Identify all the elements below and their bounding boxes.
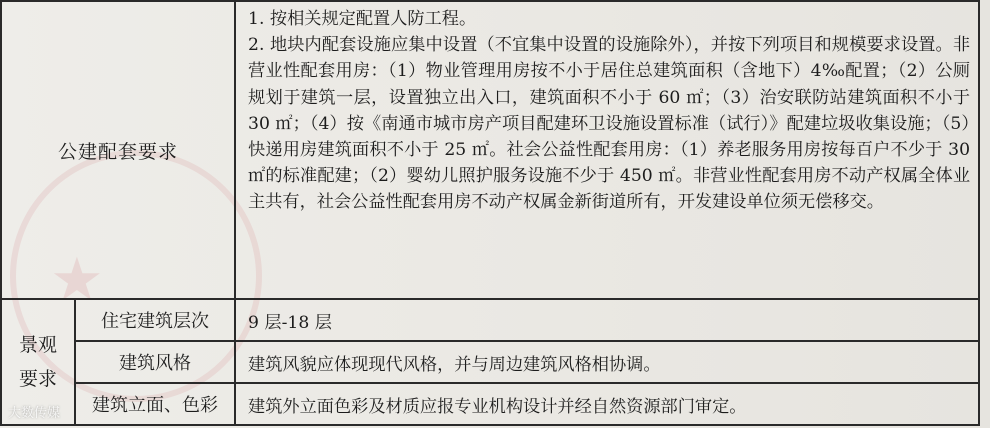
row-label-style: 建筑风格: [75, 341, 235, 383]
landscape-row-style: [1, 341, 979, 383]
row-label-facade: 建筑立面、色彩: [75, 383, 235, 425]
requirement-item-1: 1. 按相关规定配置人防工程。: [248, 9, 477, 29]
row-value-floors: 9 层-18 层: [235, 299, 979, 341]
public-facilities-row: [1, 1, 979, 299]
public-facilities-label: 公建配套要求: [1, 1, 235, 299]
public-facilities-content: [235, 1, 979, 299]
landscape-group-label-line2: 要求: [18, 368, 57, 390]
landscape-row-floors: [1, 299, 979, 341]
source-watermark: 大数传媒: [8, 406, 61, 421]
row-value-style: 建筑风貌应体现现代风格，并与周边建筑风格相协调。: [235, 341, 979, 383]
landscape-group-label-line1: 景观: [18, 334, 57, 356]
requirement-item-2: 2. 地块内配套设施应集中设置（不宜集中设置的设施除外），并按下列项目和规模要求设置。非营业性配套用房：（1）物业管理用房按不小于居住总建筑面积（含地下）4‰配置；（2）公厕规划于建筑一层，设置独立出入口，建筑面积不小于 60 ㎡；（3）治安联防站建筑面积不小于 30 ㎡；（4）按《南通市城市房产项目配建环卫设施设置标准（试行）》配建垃圾收集设施；（5）快递用房建筑面积不小于 25 ㎡。社会公益性配套用房：（1）养老服务用房按每百户不少于 30 ㎡的标准配建；（2）婴幼儿照护服务设施不少于 450 ㎡。非营业性配套用房不动产权属全体业主共有，社会公益性配套用房不动产权属金新街道所有，开发建设单位须无偿移交。: [248, 35, 971, 213]
landscape-row-facade: [1, 383, 979, 425]
row-label-floors: 住宅建筑层次: [75, 299, 235, 341]
seal-star-icon: ★: [50, 245, 104, 315]
row-value-facade: 建筑外立面色彩及材质应报专业机构设计并经自然资源部门审定。: [235, 383, 979, 425]
